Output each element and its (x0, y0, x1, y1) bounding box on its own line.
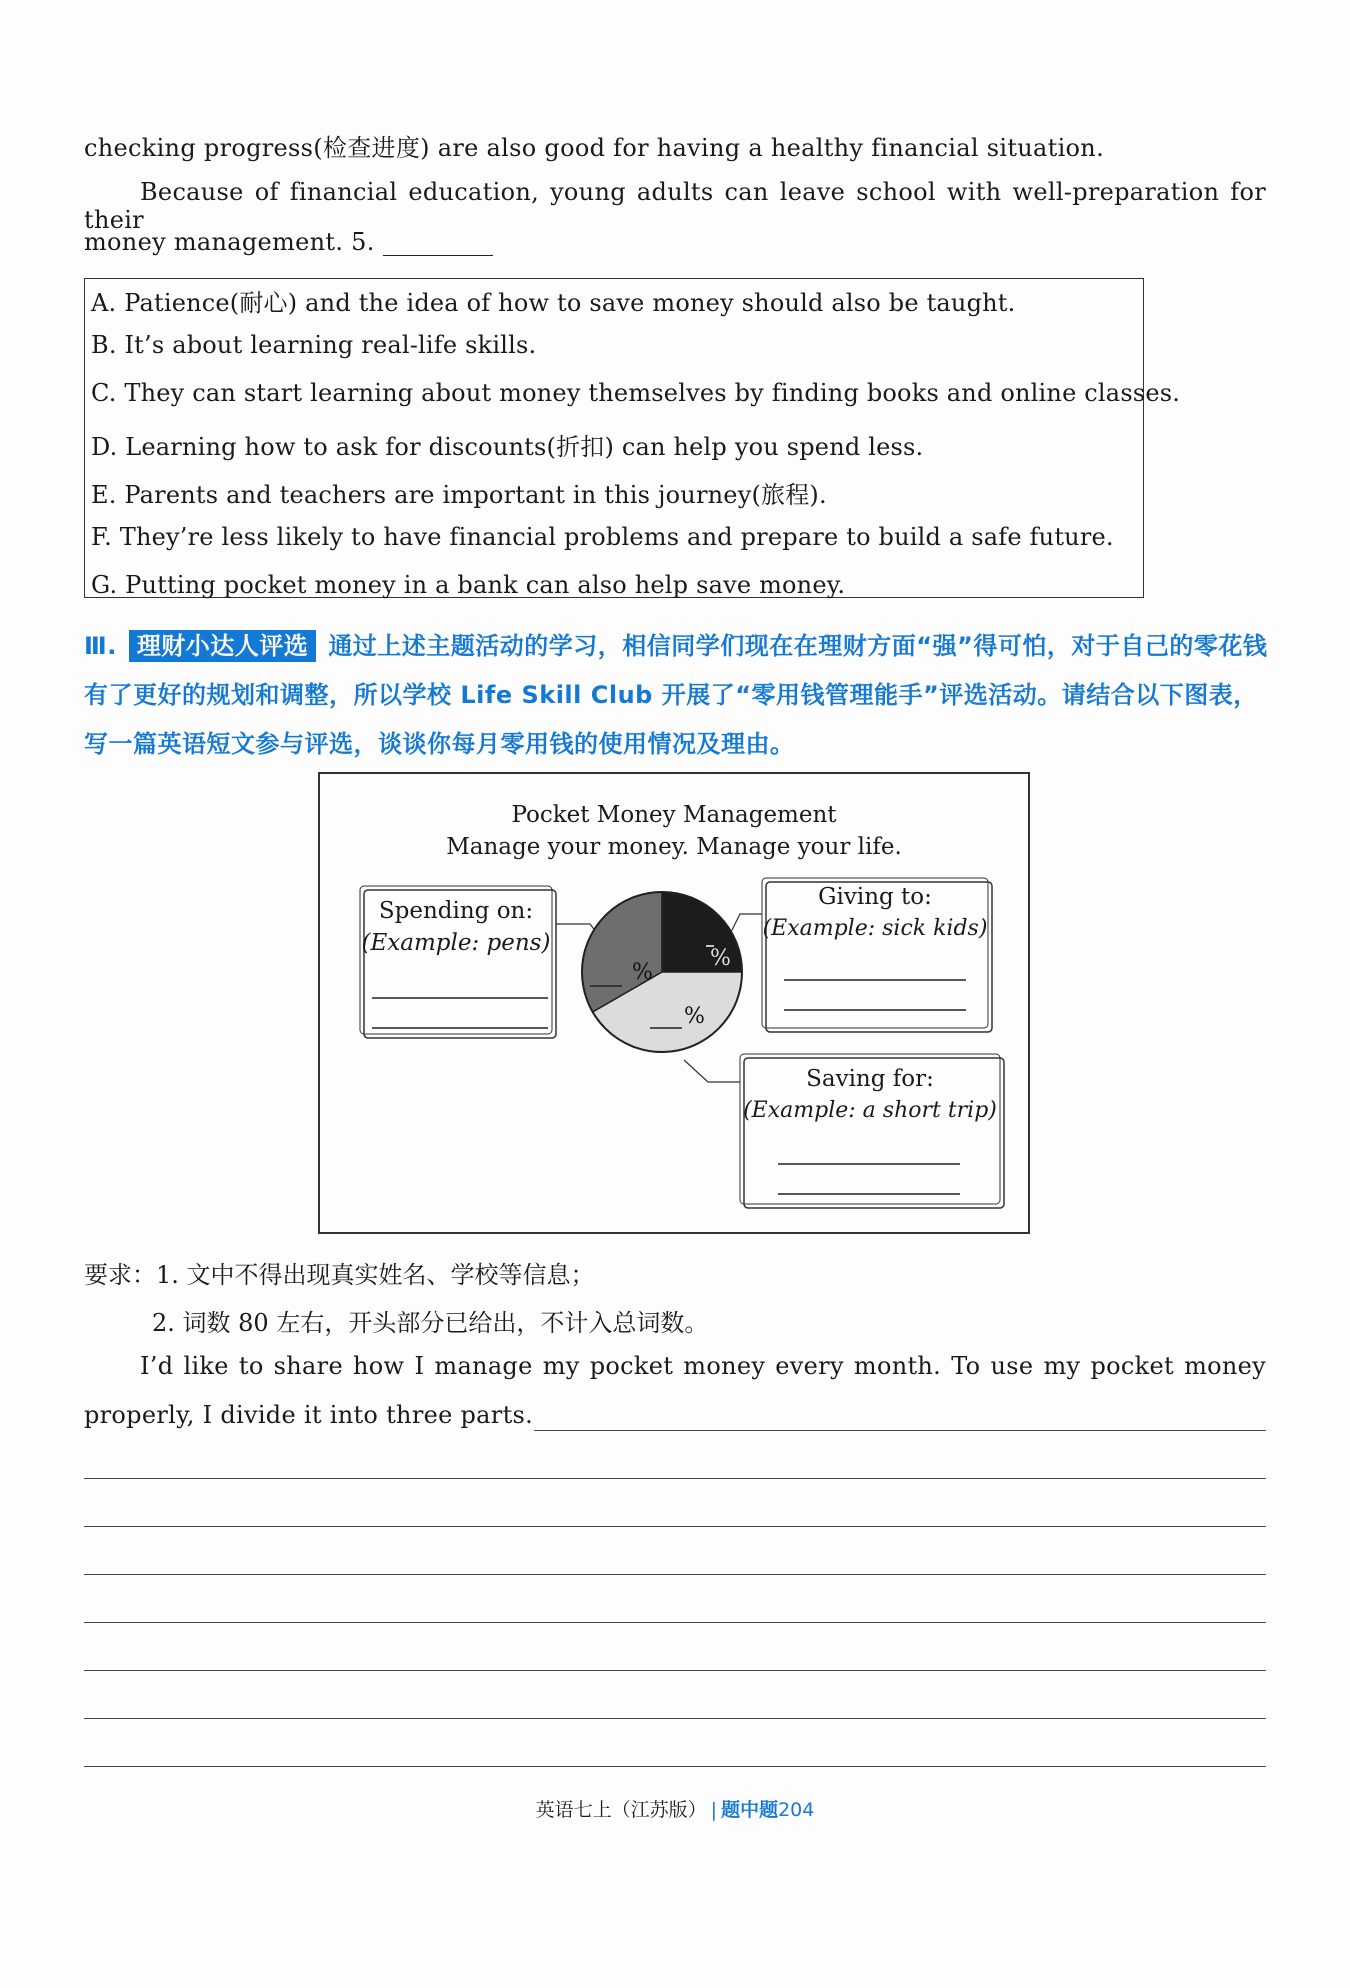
essay-line-2-text: properly, I divide it into three parts. (84, 1401, 534, 1429)
spending-percent-sign: % (632, 960, 653, 985)
option-b: B. It’s about learning real-life skills. (91, 331, 537, 359)
section-3-instruction (84, 622, 1274, 769)
saving-example: (Example: a short trip) (743, 1098, 997, 1123)
figure-diagram (320, 774, 1028, 1232)
requirement-1: 要求：1. 文中不得出现真实姓名、学校等信息； (84, 1261, 595, 1289)
passage-line-3 (84, 228, 1266, 256)
requirement-2: 2. 词数 80 左右，开头部分已给出，不计入总词数。 (152, 1309, 709, 1337)
pocket-money-figure (318, 772, 1030, 1234)
footer-book: 英语七上（江苏版） (535, 1799, 707, 1821)
giving-percent-sign: % (710, 946, 731, 971)
giving-title: Giving to: (818, 884, 932, 910)
section-3-text: 通过上述主题活动的学习，相信同学们现在在理财方面“强”得可怕，对于自己的零花钱有了更好的规划和调整，所以学校 Life Skill Club 开展了“零用钱管理能手”评选活动。请结合以下图表，写一篇英语短文参与评选，谈谈你每月零用钱的使用情况及理由。 (84, 632, 1268, 758)
option-g: G. Putting pocket money in a bank can also help save money. (91, 571, 846, 599)
saving-title: Saving for: (806, 1066, 934, 1092)
spending-title: Spending on: (378, 898, 534, 924)
writing-line-4[interactable] (84, 1622, 1266, 1623)
passage-line-1: checking progress(检查进度) are also good for having a healthy financial situation. (84, 134, 1104, 162)
section-3-numeral: Ⅲ. (84, 632, 117, 660)
passage-line-3-text: money management. 5. (84, 228, 375, 256)
writing-line-7[interactable] (84, 1766, 1266, 1767)
answer-blank-5[interactable] (383, 233, 493, 256)
figure-title: Pocket Money Management (511, 802, 837, 828)
spending-example: (Example: pens) (361, 930, 551, 956)
saving-connector (684, 1060, 740, 1082)
saving-percent-sign: % (684, 1004, 705, 1029)
essay-line-2 (84, 1401, 1266, 1429)
option-e: E. Parents and teachers are important in this journey(旅程). (91, 481, 827, 509)
writing-line-6[interactable] (84, 1718, 1266, 1719)
footer-brand: 题中题 (721, 1799, 779, 1821)
writing-line-5[interactable] (84, 1670, 1266, 1671)
options-box (84, 278, 1181, 599)
option-f: F. They’re less likely to have financial problems and prepare to build a safe future. (91, 523, 1114, 551)
giving-example: (Example: sick kids) (762, 916, 988, 941)
essay-line-1: I’d like to share how I manage my pocket money every month. To use my pocket money (140, 1352, 1266, 1380)
footer-separator: | (710, 1799, 718, 1821)
option-c: C. They can start learning about money themselves by finding books and online classes. (91, 379, 1181, 407)
option-a: A. Patience(耐心) and the idea of how to save money should also be taught. (91, 289, 1016, 317)
writing-line-3[interactable] (84, 1574, 1266, 1575)
option-d: D. Learning how to ask for discounts(折扣) can help you spend less. (91, 433, 924, 461)
writing-line-2[interactable] (84, 1526, 1266, 1527)
page-number: 204 (778, 1799, 815, 1821)
writing-line-0[interactable] (534, 1430, 1266, 1431)
writing-line-1[interactable] (84, 1478, 1266, 1479)
page-footer (0, 1795, 1350, 1822)
passage-line-2: Because of financial education, young adults can leave school with well-preparation for their (84, 178, 1266, 234)
figure-subtitle: Manage your money. Manage your life. (446, 834, 902, 860)
section-3-tag: 理财小达人评选 (129, 630, 317, 662)
